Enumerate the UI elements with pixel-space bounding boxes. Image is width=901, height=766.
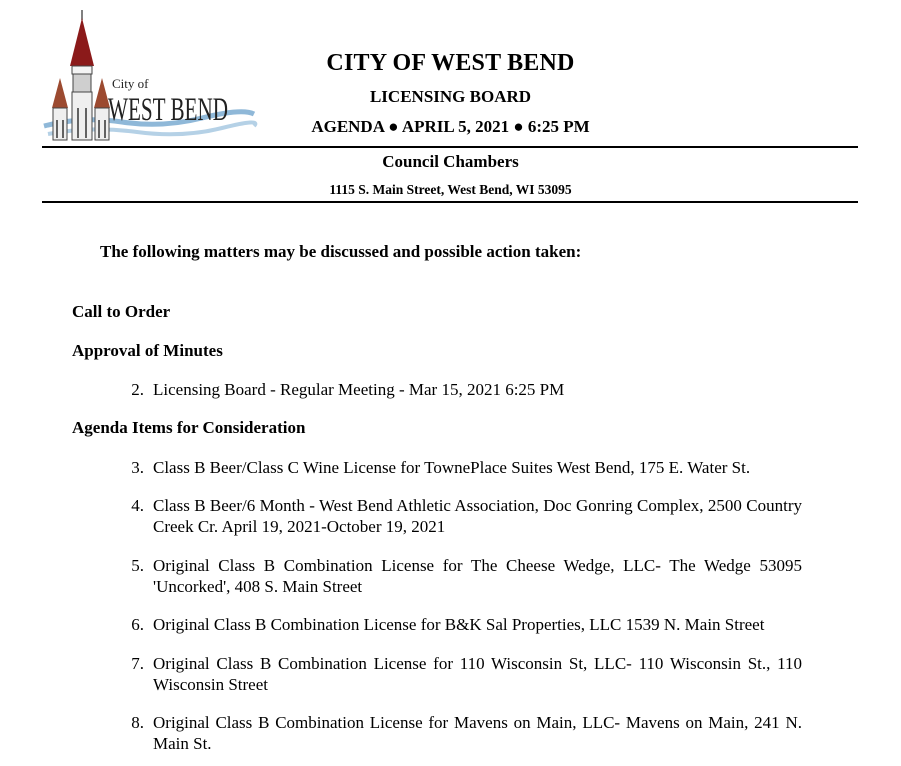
section-call-to-order: Call to Order — [72, 302, 171, 321]
section-approval-of-minutes: Approval of Minutes — [72, 341, 223, 360]
agenda-date-line: AGENDA ● APRIL 5, 2021 ● 6:25 PM — [311, 117, 590, 136]
agenda-item-text: Original Class B Combination License for The Cheese Wedge, LLC- The Wedge 53095 'Uncorked', 408 S. Main Street — [153, 556, 802, 596]
agenda-item-number: 8. — [131, 713, 144, 732]
agenda-item-number: 6. — [131, 615, 144, 634]
agenda-item — [122, 614, 802, 635]
agenda-item-number: 2. — [131, 380, 144, 399]
agenda-item-text: Class B Beer/Class C Wine License for TownePlace Suites West Bend, 175 E. Water St. — [153, 458, 751, 477]
agenda-item — [122, 555, 802, 597]
agenda-item — [122, 457, 802, 478]
agenda-item — [122, 653, 802, 695]
agenda-item — [122, 712, 802, 754]
agenda-item — [122, 495, 802, 537]
logo-big-text: WEST BEND — [108, 92, 228, 128]
city-title: CITY OF WEST BEND — [326, 50, 575, 76]
agenda-item-text: Original Class B Combination License for B&K Sal Properties, LLC 1539 N. Main Street — [153, 615, 765, 634]
intro-statement: The following matters may be discussed and possible action taken: — [100, 242, 582, 261]
header-divider-bottom — [42, 201, 858, 203]
agenda-item-number: 7. — [131, 654, 144, 673]
agenda-item-text: Original Class B Combination License for Mavens on Main, LLC- Mavens on Main, 241 N. Main St. — [153, 713, 802, 753]
board-title: LICENSING BOARD — [369, 87, 532, 106]
agenda-item-text: Class B Beer/6 Month - West Bend Athletic Association, Doc Gonring Complex, 2500 Country Creek Cr. April 19, 2021-October 19, 2021 — [153, 496, 802, 536]
agenda-item-text: Licensing Board - Regular Meeting - Mar 15, 2021 6:25 PM — [153, 380, 565, 399]
logo-small-text: City of — [112, 76, 149, 91]
agenda-item-text: Original Class B Combination License for 110 Wisconsin St, LLC- 110 Wisconsin St., 110 Wisconsin Street — [153, 654, 802, 694]
section-agenda-items: Agenda Items for Consideration — [72, 418, 306, 437]
meeting-venue: Council Chambers — [382, 152, 519, 171]
agenda-item — [122, 379, 802, 400]
header-divider-top — [42, 146, 858, 148]
agenda-item-number: 3. — [131, 458, 144, 477]
agenda-item-number: 5. — [131, 556, 144, 575]
agenda-item-number: 4. — [131, 496, 144, 515]
meeting-address: 1115 S. Main Street, West Bend, WI 53095 — [329, 182, 572, 197]
